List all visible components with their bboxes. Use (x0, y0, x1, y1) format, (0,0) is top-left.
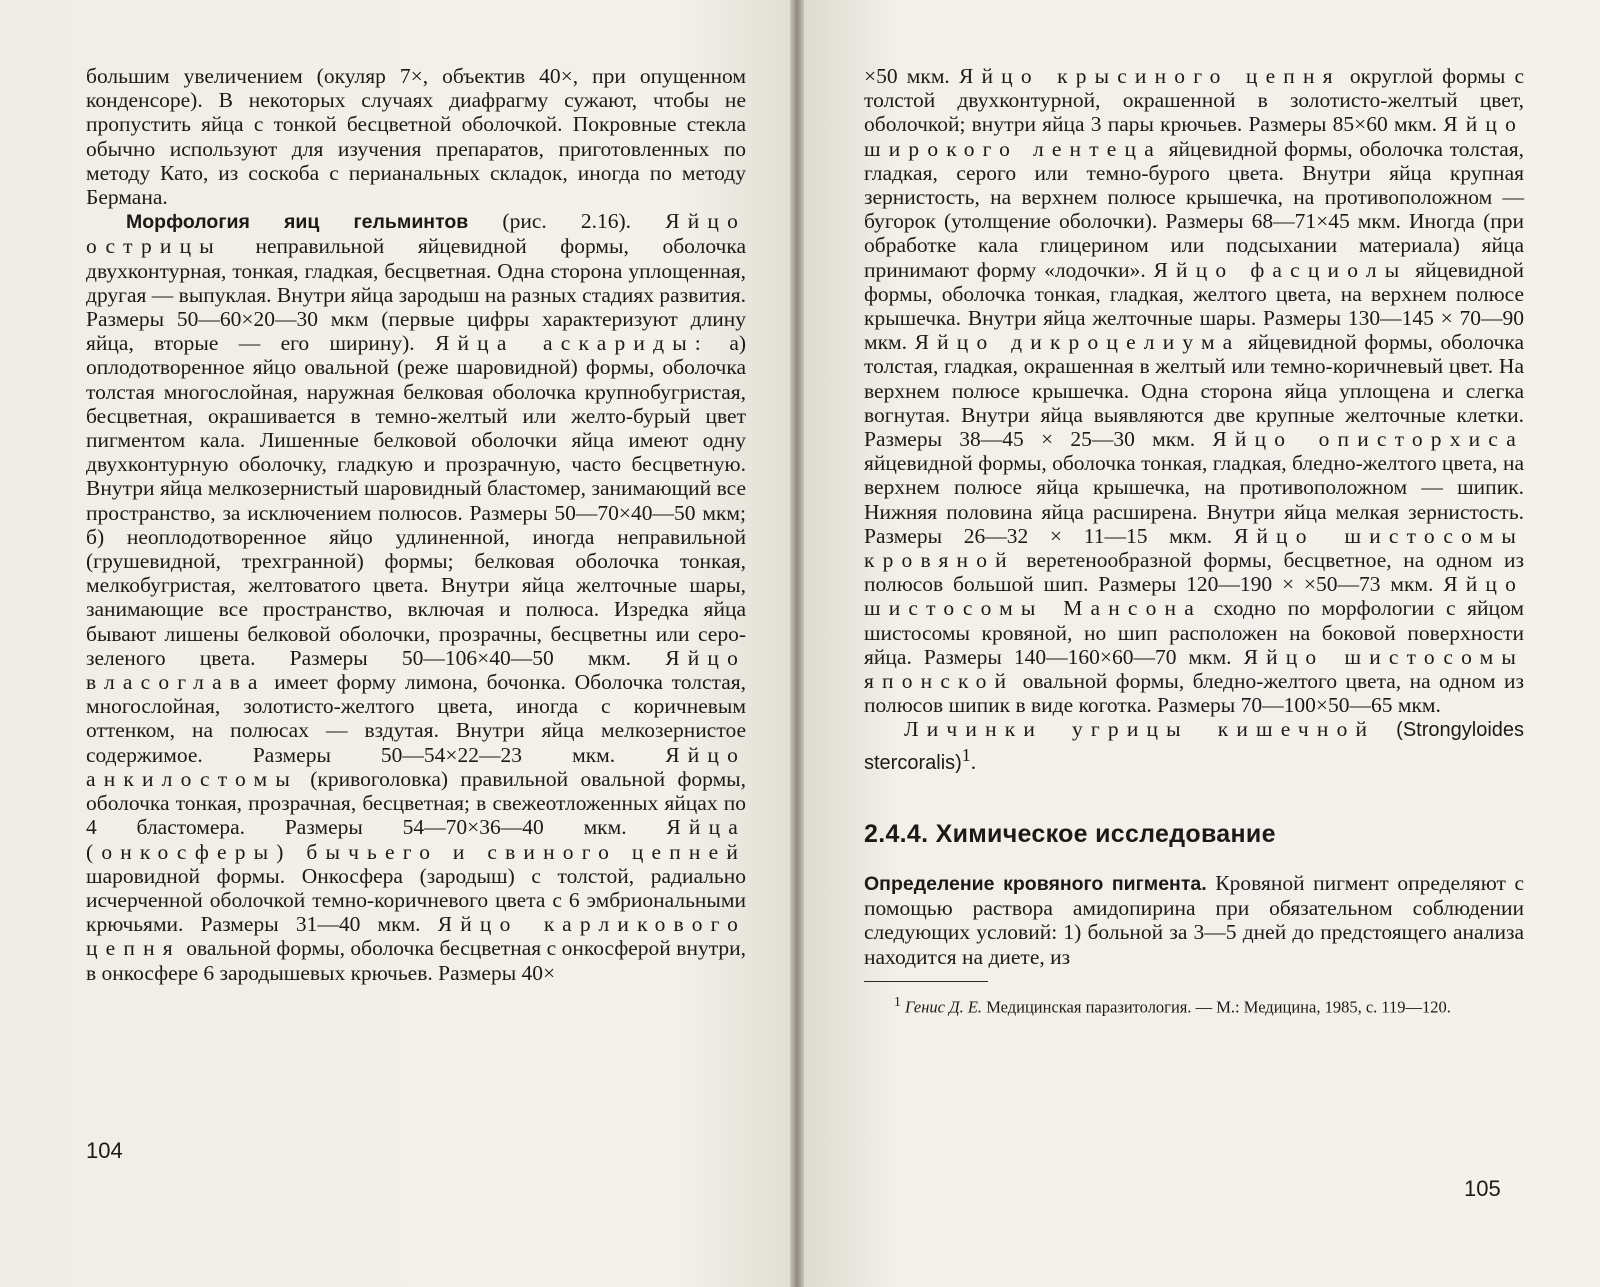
right-page (804, 0, 1600, 1287)
left-page-text (86, 64, 746, 985)
page-number-left: 104 (86, 1138, 123, 1163)
run-in-heading: Морфология яиц гельминтов (126, 211, 469, 234)
right-page-text (864, 64, 1524, 1017)
section-heading: 2.4.4. Химическое исследование (864, 820, 1276, 849)
book-gutter (790, 0, 804, 1287)
paragraph-egg-morphology-cont: ×50 мкм. Яйцо крысиного цепня округлой формы с толстой двухконтурной, окрашенной в золотисто-желтый цвет, оболочкой; внутри яйца 3 пары крючьев. Размеры 85×60 мкм. Яйцо широкого лентеца яйцевидной формы, оболочка толстая, гладкая, серого или темно-бурого цвета. Внутри яйца крупная зернистость, на верхнем полюсе крышечка, на противоположном — бугорок (утолщение оболочки). Размеры 68—71×45 мкм. Иногда (при обработке кала глицерином или подсыхании материала) яйца принимают форму «лодочки». Яйцо фасциолы яйцевидной формы, оболочка тонкая, гладкая, желтого цвета, на верхнем полюсе крышечка. Внутри яйца желточные шары. Размеры 130—145 × 70—90 мкм. Яйцо дикроцелиума яйцевидной формы, оболочка толстая, гладкая, окрашенная в желтый или темно-коричневый цвет. На верхнем полюсе крышечка. Одна сторона яйца уплощена и слегка вогнутая. Внутри яйца выявляются две крупные желточные клетки. Размеры 38—45 × 25—30 мкм. Яйцо описторхиса яйцевидной формы, оболочка тонкая, гладкая, бледно-желтого цвета, на верхнем полюсе яйца крышечка, на противоположном — шипик. Нижняя половина яйца расширена. Внутри яйца мелкая зернистость. Размеры 26—32 × 11—15 мкм. Яйцо шистосомы кровяной веретенообразной формы, бесцветное, на одном из полюсов большой шип. Размеры 120—190 × ×50—73 мкм. Яйцо шистосомы Мансона сходно по морфологии с яйцом шистосомы кровяной, но шип расположен на боковой поверхности яйца. Размеры 140—160×60—70 мкм. Яйцо шистосомы японской овальной формы, бледно-желтого цвета, на одном из полюсов шипик в виде коготка. Размеры 70—100×50—65 мкм. (864, 64, 1524, 718)
page-number-right: 105 (1464, 1176, 1501, 1201)
spaced-term: Яйца (онкосферы) бычьего и свиного цепней (86, 815, 746, 864)
spaced-term: Яйца аскариды: (434, 331, 709, 356)
spaced-term: Яйцо карликового цепня (86, 912, 746, 961)
spaced-term: Яйцо описторхиса (1212, 427, 1524, 452)
spaced-term: Яйцо шистосомы Мансона (864, 572, 1524, 621)
paragraph-egg-morphology: Морфология яиц гельминтов (рис. 2.16). Яйцо острицы неправильной яйцевидной формы, оболочка двухконтурная, тонкая, гладкая, бесцветная. Одна сторона уплощенная, другая — выпуклая. Внутри яйца зародыш на разных стадиях развития. Размеры 50—60×20—30 мкм (первые цифры характеризуют длину яйца, вторые — его ширину). Яйца аскариды: а) оплодотворенное яйцо овальной (реже шаровидной) формы, оболочка толстая многослойная, наружная белковая оболочка крупнобугристая, бесцветная, окрашивается в темно-желтый или желто-бурый цвет пигментом кала. Лишенные белковой оболочки яйца имеют одну двухконтурную оболочку, гладкую и прозрачную, часто бесцветную. Внутри яйца мелкозернистый шаровидный бластомер, занимающий все пространство, за исключением полюсов. Размеры 50—70×40—50 мкм; б) неоплодотворенное яйцо удлиненной, иногда неправильной (грушевидной, трехгранной) формы; белковая оболочка тонкая, мелкобугристая, желтоватого цвета. Внутри яйца желточные шары, занимающие все пространство, включая и полюса. Изредка яйца бывают лишены белковой оболочки, прозрачны, бесцветны или серо-зеленого цвета. Размеры 50—106×40—50 мкм. Яйцо власоглава имеет форму лимона, бочонка. Оболочка толстая, многослойная, золотисто-желтого цвета, иногда с коричневым оттенком, на полюсах — вздутая. Внутри яйца мелкозернистое содержимое. Размеры 50—54×22—23 мкм. Яйцо анкилостомы (кривоголовка) правильной овальной формы, оболочка тонкая, прозрачная, бесцветная; в свежеотложенных яйцах по 4 бластомера. Размеры 54—70×36—40 мкм. Яйца (онкосферы) бычьего и свиного цепней шаровидной формы. Онкосфера (зародыш) с толстой, радиально исчерченной оболочкой темно-коричневого цвета с 6 эмбриональными крючьями. Размеры 31—40 мкм. Яйцо карликового цепня овальной формы, оболочка бесцветная с онкосферой внутри, в онкосфере 6 зародышевых крючьев. Размеры 40× (86, 209, 747, 985)
paragraph-strongyloides: Личинки угрицы кишечной (Strongyloides stercoralis)$^1$. (864, 717, 1525, 774)
latin-name: (Strongyloides stercoralis) (864, 719, 1525, 774)
footnote-author: Генис Д. Е. (905, 997, 983, 1017)
spaced-term: Яйцо шистосомы кровяной (864, 523, 1524, 573)
spaced-term: Яйцо дикроцелиума (914, 330, 1241, 355)
footnote-divider (864, 981, 988, 982)
spaced-term: Яйцо фасциолы (1153, 257, 1408, 282)
left-page (0, 0, 790, 1287)
paragraph-blood-pigment: Определение кровяного пигмента. Кровяной пигмент определяют с помощью раствора амидопирина при обязательном соблюдении следующих условий: 1) больной за 3—5 дней до предстоящего анализа находится на диете, из (864, 871, 1524, 969)
footnote-reference: 1 (961, 744, 971, 765)
spaced-term: Яйцо власоглава (86, 645, 746, 695)
footnote-mark: 1 (894, 993, 901, 1009)
spaced-term: Личинки угрицы кишечной (904, 717, 1376, 742)
spaced-term: Яйцо крысиного цепня (958, 64, 1341, 88)
spaced-term: Яйцо острицы (86, 209, 746, 259)
paragraph-microscopy: большим увеличением (окуляр 7×, объектив 40×, при опущенном конденсоре). В некоторых случаях диафрагму сужают, чтобы не пропустить яйца с тонкой бесцветной оболочкой. Покровные стекла обычно используют для изучения препаратов, приготовленных по методу Като, из соскоба с перианальных складок, иногда по методу Бермана. (86, 64, 746, 210)
spaced-term: Яйцо широкого лентеца (864, 112, 1524, 161)
footnote: $^1$ Генис Д. Е. Медицинская паразитология. — М.: Медицина, 1985, с. 119—120. (894, 993, 1451, 1017)
run-in-heading: Определение кровяного пигмента. (864, 873, 1207, 896)
spaced-term: Яйцо анкилостомы (86, 742, 746, 791)
spaced-term: Яйцо шистосомы японской (864, 644, 1524, 694)
